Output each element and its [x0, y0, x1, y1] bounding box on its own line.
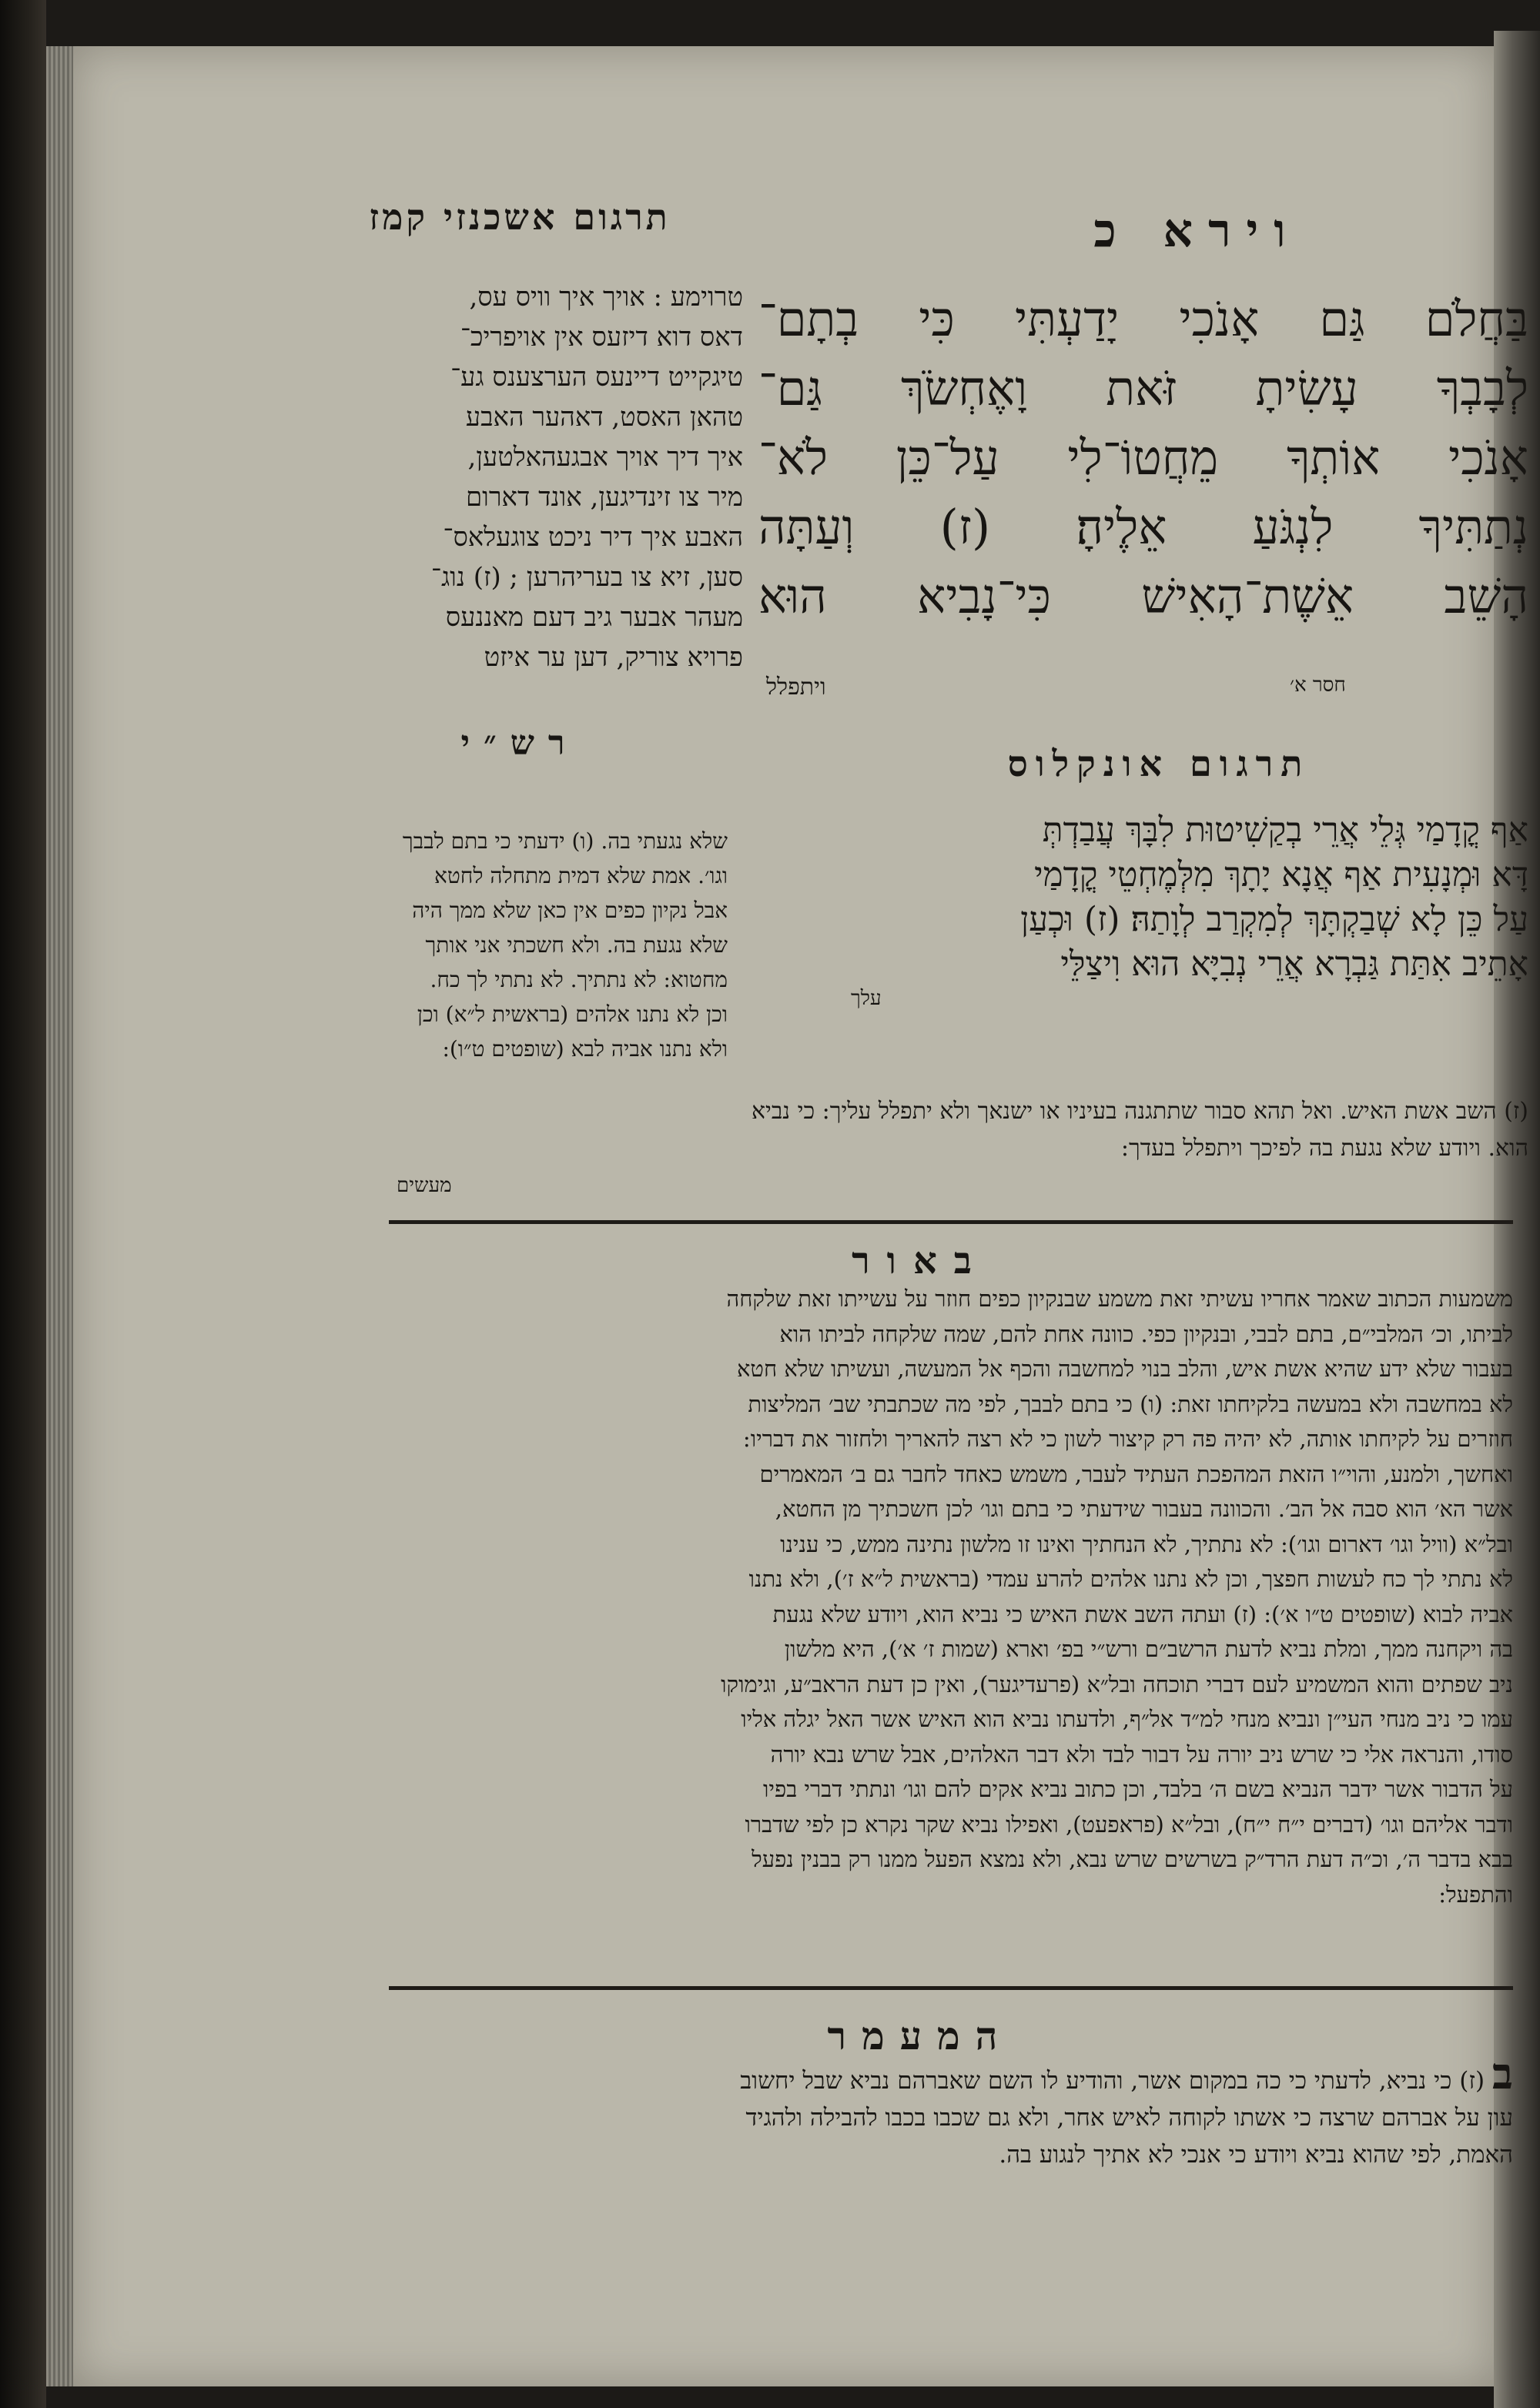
biur-line: לביתו, וכ׳ המלבי״ם, בתם לבבי, ובנקיון כפי. כוונה אחת להם, שמה שלקחה לביתו הוא: [779, 1320, 1513, 1347]
biur-line: לא נתתי לך כח לעשות חפצך, וכן לא נתנו אלהים להרע עמדי (בראשית ל״א ז׳), ולא נתנו: [748, 1566, 1513, 1592]
onkelos-line: עַל כֵּן לָא שְׁבַקְתָּךְ לְמִקְרַב לְוָתַהּ׃ (ז) וּכְעַן: [1020, 900, 1528, 939]
masorah-note-left: ויתפלל: [766, 674, 826, 701]
onkelos-catchword: עלך: [851, 987, 882, 1010]
biur-line: ודבר אליהם וגו׳ (דברים י״ח י״ח), ובל״א (פראפעט), ואפילו נביא שקר נקרא כן לפי שדברו: [745, 1811, 1513, 1838]
hameamer-line: עון על אברהם שרצה כי אשתו לקוחה לאיש אחר, ולא גם שכבו בכבו להבילה ולהגיד: [745, 2104, 1513, 2132]
biur-line: בעבור שלא ידע שהיא אשת איש, והלב בנוי למחשבה והכף אל המעשה, ועשיתו שלא חטא: [737, 1356, 1513, 1382]
rashi-line: וכן לא נתנו אלהים (בראשית ל״א) וכן: [417, 1002, 728, 1027]
biur-line: על הדבור אשר ידבר הנביא בשם ה׳ בלבד, וכן כתוב נביא אקים להם וגו׳ ונתתי דברי בפיו: [763, 1776, 1513, 1802]
biur-line: לא במחשבה ולא במעשה בלקיחתו זאת: (ו) כי בתם לבבך, לפי מה שכתבתי שב׳ המליצות: [748, 1390, 1513, 1417]
masorah-note-right: חסר א׳: [1290, 674, 1346, 697]
biur-heading: באור: [852, 1239, 989, 1283]
rashi-line: (ז) השב אשת האיש. ואל תהא סבור שתתגנה בעיניו או ישנאך ולא יתפלל עליך: כי נביא: [751, 1098, 1528, 1125]
hameamer-line: האמת, לפי שהוא נביא ויודע כי אנכי לא אתיך לנגוע בה.: [999, 2141, 1513, 2169]
rashi-heading: רש״י: [460, 724, 579, 763]
biur-line: ניב שפתים והוא המשמיע לעם דברי תוכחה ובל״א (פרעדיגער), ואין כן דעת הראב״ע, וגימוקו: [721, 1671, 1513, 1697]
yiddish-line: מעהר אבער גיב דעם מאננעס: [445, 602, 743, 633]
onkelos-text: [766, 808, 1528, 987]
biur-line: סודו, והנראה אלי כי שרש ניב יורה על דבור לבד ולא דבר האלהים, אבל שרש נבא יורה: [770, 1741, 1513, 1768]
yiddish-line: טיגקייט דיינעס הערצענס גע־: [450, 362, 743, 393]
biur-line: ואחשך, ולמנע, והוי״ו הזאת המהפכת העתיד לעבר, משמש כאחד לחבר גם ב׳ המאמרים: [759, 1460, 1513, 1487]
biur-line: אביה לבוא (שופטים ט״ו א׳): (ז) ועתה השב אשת האיש כי נביא הוא, ויודע שלא נגעת: [772, 1600, 1513, 1627]
biur-commentary: [389, 1282, 1513, 1912]
rashi-line: וגו׳. אמת שלא דמית מתחלה לחטא: [434, 863, 728, 888]
hameamer-line-text: (ז) כי נביא, לדעתי כי כה במקום אשר, והודיע לו השם שאברהם נביא שבל יחשוב: [740, 2067, 1485, 2095]
yiddish-line: מיר צו זינדיגען, אונד דארום: [465, 482, 743, 513]
biur-line: והתפעל:: [1438, 1881, 1513, 1908]
biur-line: בה ויקחנה ממך, ומלת נביא לדעת הרשב״ם ורש״י בפ׳ וארא (שמות ז׳ א׳), היא מלשון: [784, 1636, 1513, 1662]
yiddish-line: האבע איך דיר ניכט צוגעלאס־: [443, 522, 743, 553]
onkelos-heading: תרגום אונקלוס: [1007, 743, 1311, 784]
rashi-line: שלא נגעתי בה. (ו) ידעתי כי בתם לבבך: [402, 828, 728, 854]
rashi-line: מחטוא: לא נתתיך. לא נתתי לך כח.: [430, 967, 728, 992]
yiddish-line: פרויא צוריק, דען ער איזט: [484, 642, 743, 673]
biur-line: משמעות הכתוב שאמר אחריו עשיתי זאת משמע שבנקיון כפים חוזר על עשייתו זאת שלקחה: [726, 1286, 1513, 1312]
book-spine: [0, 0, 46, 2408]
section-divider: [389, 1220, 1513, 1224]
section-divider: [389, 1986, 1513, 1990]
running-header-portion: וירא כ: [1093, 204, 1301, 258]
biur-line: בבא בדבר ה׳, וכ״ה דעת הרד״ק בשרשים שרש נבא, ולא נמצא הפעל ממנו רק בבנין נפעל: [752, 1846, 1513, 1872]
hameamer-commentary: [389, 2055, 1513, 2173]
rashi-line: שלא נגעת בה. ולא חשכתי אני אותך: [425, 932, 728, 958]
book-page: [73, 46, 1528, 2386]
yiddish-line: דאס דוא דיזעס אין אויפריכ־: [460, 322, 743, 353]
rashi-line: הוא. ויודע שלא נגעת בה לפיכך ויתפלל בעדך:: [1120, 1135, 1528, 1162]
hameamer-heading: המעמר: [827, 2013, 1013, 2059]
yiddish-line: טהאן האסט, דאהער האבע: [465, 402, 743, 433]
verse-line: אָנֹכִי אוֹתְךָ מֵחֲטוֹ־לִי עַל־כֵּן לֹא־: [758, 430, 1528, 486]
page-stack-edge: [46, 46, 77, 2386]
biur-line: אשר הא׳ הוא סבה אל הב׳. והכוונה בעבור שידעתי כי בתם וגו׳ לכן חשכתיך מן החטא,: [775, 1496, 1513, 1522]
verse-line: לְבָבְךָ עָשִׂיתָ זֹּאת וָאֶחְשֹׂךְ גַּם־: [758, 360, 1528, 416]
drop-cap: ב: [1492, 2055, 1513, 2099]
verse-text: [758, 285, 1528, 631]
verse-line: בַּחֲלֹם גַּם אָנֹכִי יָדַעְתִּי כִּי בְתָם־: [758, 291, 1528, 347]
hameamer-line: [389, 2055, 1513, 2099]
onkelos-line: דָּא וּמְנָעִית אַף אֲנָא יָתָךְ מִלְּמֶחְטֵי קֳדָמַי: [1034, 855, 1528, 895]
yiddish-line: סען, זיא צו בעריהרען ; (ז) נוג־: [430, 562, 743, 593]
rashi-catchword: מעשים: [397, 1174, 452, 1197]
onkelos-line: אַף קֳדָמַי גְּלֵי אֲרֵי בְקַשִׁיטוּת לִבָּךְ עֲבַדְתְּ: [1042, 811, 1528, 850]
rashi-line: ולא נתנו אביה לבא (שופטים ט״ו):: [442, 1036, 728, 1062]
rashi-line: אבל נקיון כפים אין כאן שלא ממך היה: [412, 898, 728, 923]
rashi-continuation: [296, 1093, 1528, 1167]
biur-line: ובל״א (וויל וגו׳ דארום וגו׳): לא נתתיך, לא הנחתיך ואינו זו מלשון נתינה ממש, כי ענינו: [780, 1530, 1513, 1557]
rashi-commentary: [296, 824, 728, 1066]
biur-line: חוזרים על לקיחתו אותה, לא יהיה פה רק קיצור לשון כי לא רצה להאריך ולחזור את דבריו:: [742, 1426, 1513, 1452]
yiddish-translation: [296, 277, 743, 677]
biur-line: עמו כי ניב מנחי העי״ן ונביא מנחי למ״ד אל״ף, ולדעתו נביא הוא האיש אשר האל יגלה אליו: [741, 1706, 1513, 1732]
running-header-targum: תרגום אשכנזי קמז: [369, 196, 671, 238]
verse-line: הָשֵׁב אֵשֶׁת־הָאִישׁ כִּי־נָבִיא הוּא: [758, 568, 1528, 624]
onkelos-line: אָתֵיב אִתַּת גַּבְרָא אֲרֵי נְבִיָּא הוּא וִיצַלֵּי: [1060, 945, 1528, 984]
yiddish-line: טרוימע : אויך איך וויס עס,: [469, 282, 743, 313]
yiddish-line: איך דיך אויך אבגעהאלטען,: [467, 442, 743, 473]
verse-line: נְתַתִּיךָ לִנְגֹּעַ אֵלֶיהָ׃ (ז) וְעַתָּה: [758, 499, 1528, 555]
